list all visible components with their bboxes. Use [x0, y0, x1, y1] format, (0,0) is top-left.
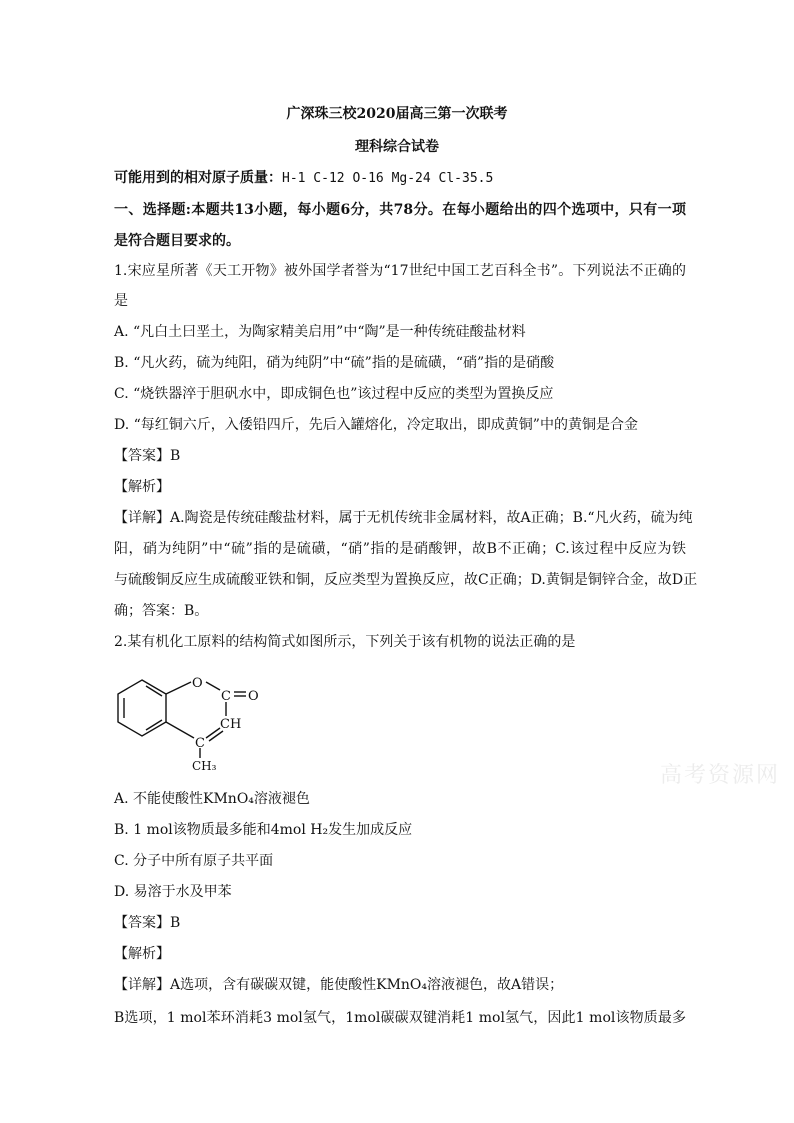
q1-detail-line4: 确；答案：B。	[114, 603, 209, 619]
q2-stem: 2.某有机化工原料的结构简式如图所示，下列关于该有机物的说法正确的是	[114, 634, 576, 650]
atom-o-carbonyl: O	[248, 689, 259, 704]
q2-option-c: C. 分子中所有原子共平面	[114, 853, 274, 869]
atomic-mass-label: 可能用到的相对原子质量：	[114, 170, 282, 186]
q1-analysis-heading: 【解析】	[114, 479, 170, 495]
bond-ch-double-c	[209, 731, 223, 741]
section-heading-line1: 一、选择题:本题共13小题，每小题6分，共78分。在每小题给出的四个选项中，只有一项	[114, 202, 686, 218]
q1-detail-line1: 【详解】A.陶瓷是传统硅酸盐材料，属于无机传统非金属材料，故A正确；B.“凡火药，硫为纯	[114, 510, 693, 526]
atomic-mass-line	[114, 168, 686, 189]
q1-detail-line2: 阳，硝为纯阴”中“硫”指的是硫磺，“硝”指的是硝酸钾，故B不正确；C.该过程中反应为铁	[114, 541, 686, 557]
q1-option-b: B. “凡火药，硫为纯阳，硝为纯阴”中“硫”指的是硫磺，“硝”指的是硝酸	[114, 355, 555, 371]
q2-answer: 【答案】B	[114, 915, 181, 931]
q1-answer: 【答案】B	[114, 448, 181, 464]
watermark: 高考资源网	[660, 763, 781, 788]
coumarin-structure-diagram	[114, 668, 274, 778]
q1-detail-line3: 与硫酸铜反应生成硫酸亚铁和铜，反应类型为置换反应，故C正确；D.黄铜是铜锌合金，故D正	[114, 572, 698, 588]
page-subtitle: 理科综合试卷	[355, 139, 439, 155]
q2-detail-line2: B选项，1 mol苯环消耗3 mol氢气，1mol碳碳双键消耗1 mol氢气，因此1 mol该物质最多	[114, 1010, 686, 1026]
atom-c-methyl: C	[195, 736, 205, 751]
q2-detail-line1: 【详解】A选项，含有碳碳双键，能使酸性KMnO₄溶液褪色，故A错误；	[114, 977, 564, 993]
q1-option-a: A. “凡白土曰垩土，为陶家精美启用”中“陶”是一种传统硅酸盐材料	[114, 324, 526, 340]
section-heading-line2: 是符合题目要求的。	[114, 233, 240, 249]
q2-option-b: B. 1 mol该物质最多能和4mol H₂发生加成反应	[114, 822, 413, 838]
atom-o-ring: O	[192, 676, 203, 691]
atom-c-carbonyl: C	[221, 689, 231, 704]
q2-analysis-heading: 【解析】	[114, 946, 170, 962]
atom-ch3: CH₃	[192, 759, 217, 773]
benzene-ring	[118, 680, 166, 736]
page-title: 广深珠三校2020届高三第一次联考	[286, 106, 508, 122]
bond-c-o	[166, 682, 191, 694]
q1-option-d: D. “每红铜六斤，入倭铅四斤，先后入罐熔化，冷定取出，即成黄铜”中的黄铜是合金	[114, 417, 638, 433]
q1-stem-line2: 是	[114, 293, 128, 309]
bond-o-c	[206, 682, 220, 690]
q2-option-d: D. 易溶于水及甲苯	[114, 884, 232, 900]
bond-ch-double-c	[206, 728, 220, 738]
q2-option-a: A. 不能使酸性KMnO₄溶液褪色	[114, 791, 310, 807]
bond-c-ring	[166, 722, 194, 738]
q1-option-c: C. “烧铁器淬于胆矾水中，即成铜色也”该过程中反应的类型为置换反应	[114, 386, 554, 402]
q1-stem-line1: 1.宋应星所著《天工开物》被外国学者誉为“17世纪中国工艺百科全书”。下列说法不正确的	[114, 263, 686, 279]
atomic-mass-values: H-1 C-12 O-16 Mg-24 Cl-35.5	[282, 171, 494, 186]
atom-ch: CH	[220, 717, 242, 732]
